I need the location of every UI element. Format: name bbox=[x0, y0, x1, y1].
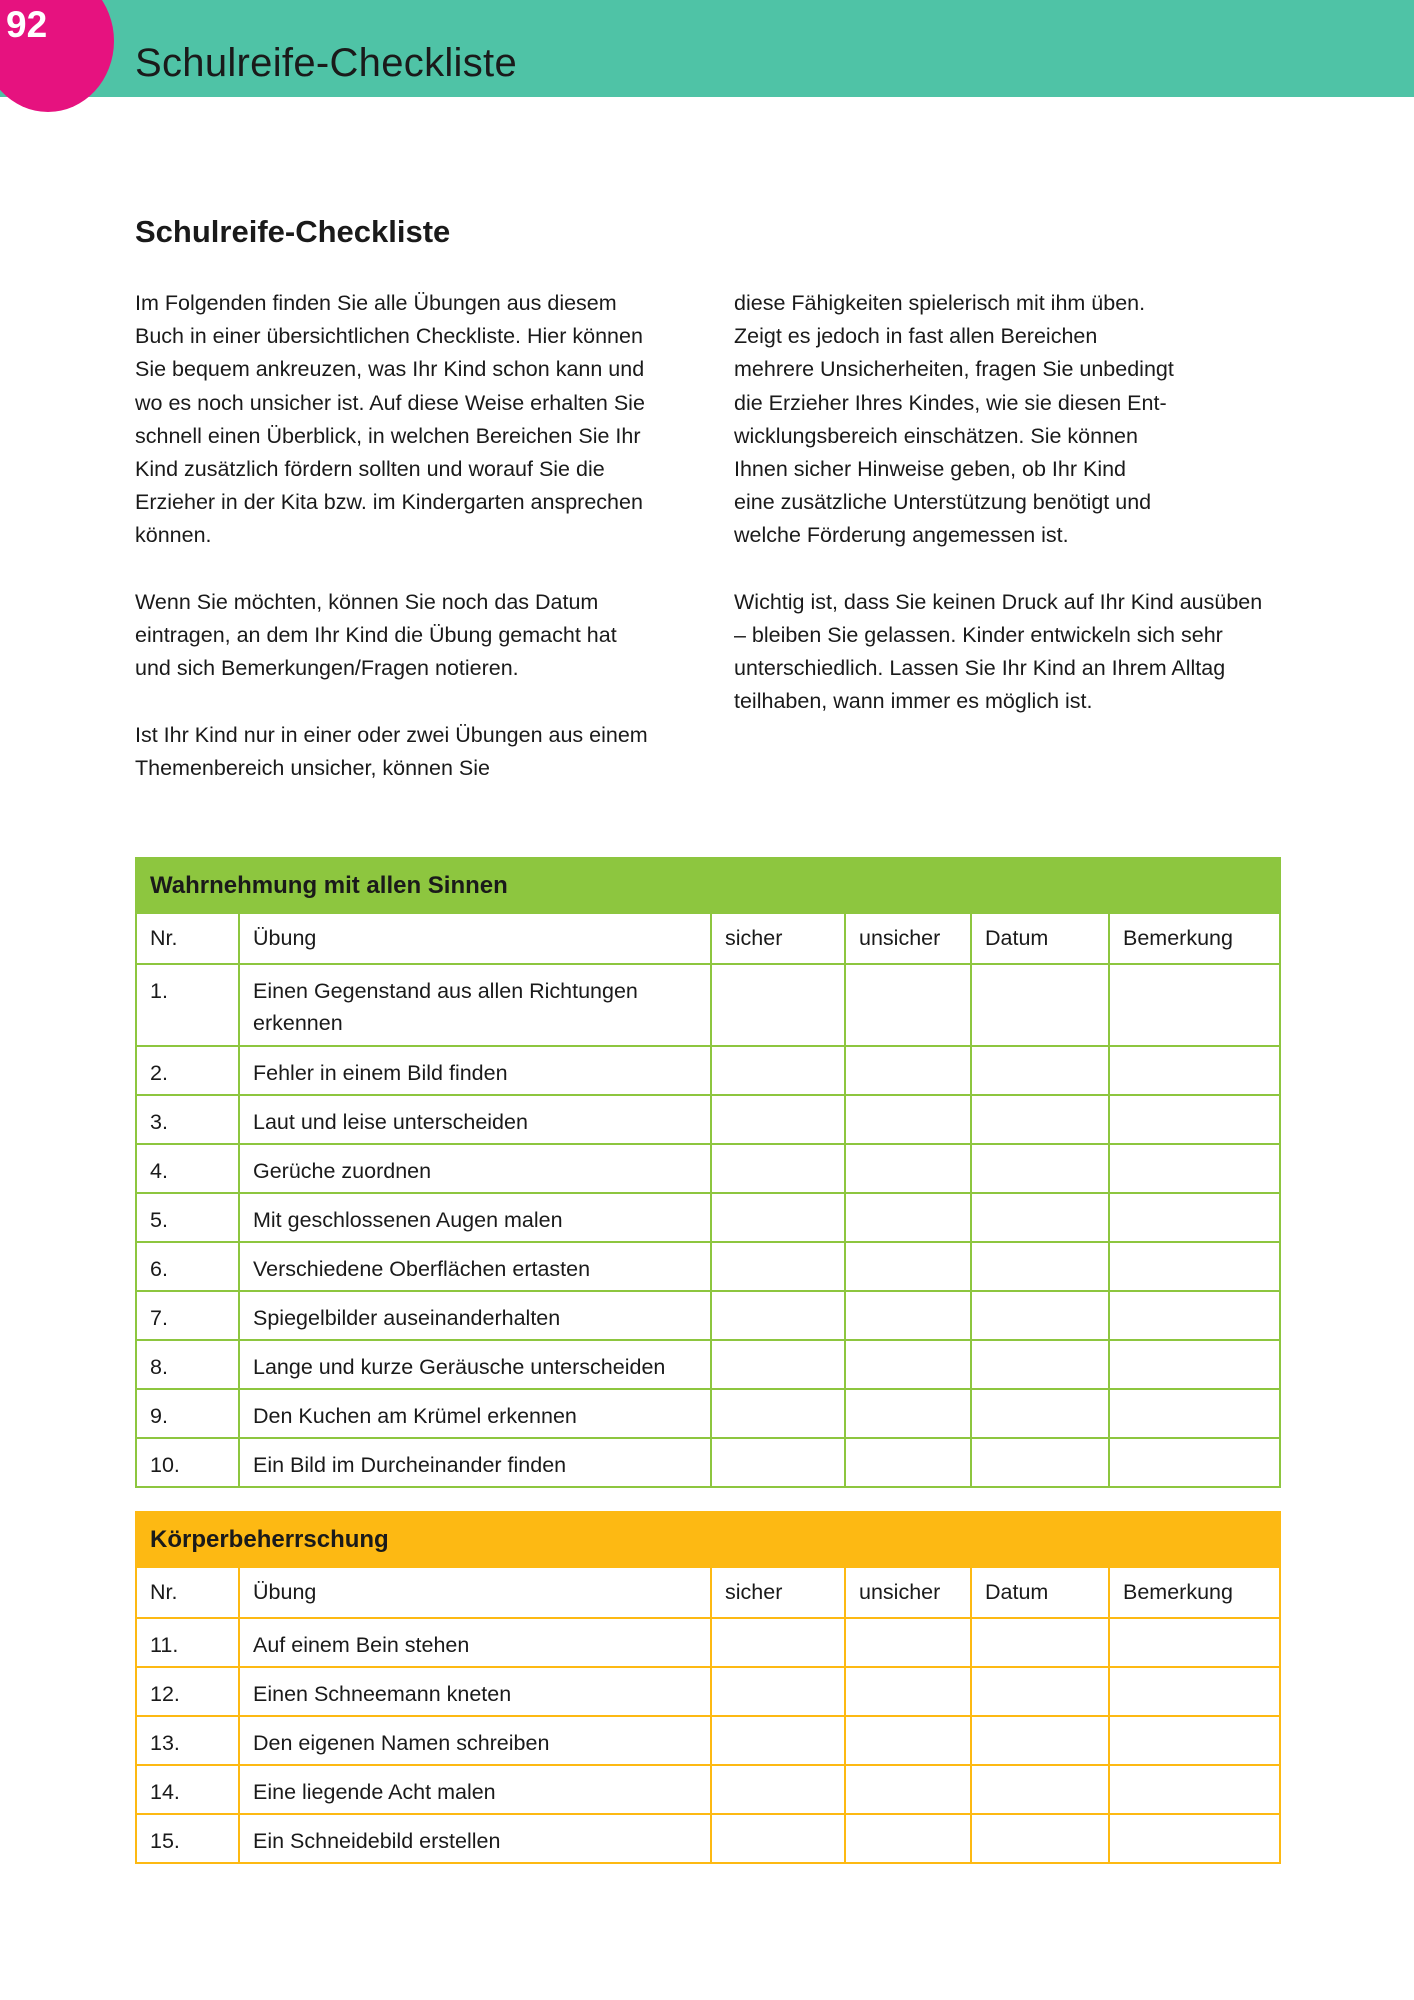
header-title: Schulreife-Checkliste bbox=[135, 41, 518, 85]
text-line: schnell einen Überblick, in welchen Bereichen Sie Ihr bbox=[135, 423, 641, 448]
remark-cell[interactable] bbox=[1109, 1814, 1280, 1863]
row-number: 2. bbox=[136, 1046, 239, 1095]
table-row bbox=[136, 1095, 1280, 1144]
column-header-nr: Nr. bbox=[136, 1567, 239, 1618]
row-number: 12. bbox=[136, 1667, 239, 1716]
remark-cell[interactable] bbox=[1109, 1144, 1280, 1193]
text-line: Buch in einer übersichtlichen Checkliste. Hier können bbox=[135, 324, 643, 349]
text-line: Ist Ihr Kind nur in einer oder zwei Übungen aus einem bbox=[135, 722, 648, 747]
sure-checkbox-cell[interactable] bbox=[711, 1242, 845, 1291]
exercise-name: Mit geschlossenen Augen malen bbox=[239, 1193, 711, 1242]
remark-cell[interactable] bbox=[1109, 1046, 1280, 1095]
table-row bbox=[136, 1193, 1280, 1242]
text-line: Ihnen sicher Hinweise geben, ob Ihr Kind bbox=[734, 457, 1127, 482]
date-cell[interactable] bbox=[971, 1814, 1109, 1863]
unsure-checkbox-cell[interactable] bbox=[845, 1095, 971, 1144]
table-row bbox=[136, 1438, 1280, 1487]
exercise-name: Gerüche zuordnen bbox=[239, 1144, 711, 1193]
exercise-name: Ein Bild im Durcheinander finden bbox=[239, 1438, 711, 1487]
remark-cell[interactable] bbox=[1109, 1193, 1280, 1242]
page-number: 92 bbox=[6, 4, 48, 45]
unsure-checkbox-cell[interactable] bbox=[845, 1716, 971, 1765]
column-header-row bbox=[136, 913, 1280, 964]
table-row bbox=[136, 1340, 1280, 1389]
text-line: wicklungsbereich einschätzen. Sie können bbox=[734, 423, 1138, 448]
text-line: können. bbox=[135, 523, 212, 548]
exercise-name: Fehler in einem Bild finden bbox=[239, 1046, 711, 1095]
text-line: diese Fähigkeiten spielerisch mit ihm üben. bbox=[734, 291, 1146, 315]
sure-checkbox-cell[interactable] bbox=[711, 1291, 845, 1340]
date-cell[interactable] bbox=[971, 1046, 1109, 1095]
remark-cell[interactable] bbox=[1109, 1667, 1280, 1716]
date-cell[interactable] bbox=[971, 964, 1109, 1046]
checklist-table-body-control bbox=[135, 1511, 1281, 1864]
sure-checkbox-cell[interactable] bbox=[711, 1438, 845, 1487]
remark-cell[interactable] bbox=[1109, 1389, 1280, 1438]
unsure-checkbox-cell[interactable] bbox=[845, 1291, 971, 1340]
section-heading: Schulreife-Checkliste bbox=[135, 214, 451, 249]
unsure-checkbox-cell[interactable] bbox=[845, 1193, 971, 1242]
column-header-exercise: Übung bbox=[239, 1567, 711, 1618]
sure-checkbox-cell[interactable] bbox=[711, 1814, 845, 1863]
sure-checkbox-cell[interactable] bbox=[711, 1716, 845, 1765]
sure-checkbox-cell[interactable] bbox=[711, 964, 845, 1046]
section-band bbox=[136, 858, 1280, 913]
date-cell[interactable] bbox=[971, 1095, 1109, 1144]
sure-checkbox-cell[interactable] bbox=[711, 1095, 845, 1144]
row-number: 13. bbox=[136, 1716, 239, 1765]
date-cell[interactable] bbox=[971, 1340, 1109, 1389]
text-line: Zeigt es jedoch in fast allen Bereichen bbox=[734, 324, 1098, 349]
unsure-checkbox-cell[interactable] bbox=[845, 1618, 971, 1667]
intro-paragraph bbox=[135, 719, 695, 785]
row-number: 7. bbox=[136, 1291, 239, 1340]
row-number: 11. bbox=[136, 1618, 239, 1667]
date-cell[interactable] bbox=[971, 1144, 1109, 1193]
column-header-row bbox=[136, 1567, 1280, 1618]
table-row bbox=[136, 964, 1280, 1046]
text-line: unterschiedlich. Lassen Sie Ihr Kind an Ihrem Alltag bbox=[734, 656, 1226, 681]
text-line: Wichtig ist, dass Sie keinen Druck auf Ihr Kind ausüben bbox=[734, 589, 1263, 614]
unsure-checkbox-cell[interactable] bbox=[845, 1389, 971, 1438]
unsure-checkbox-cell[interactable] bbox=[845, 1144, 971, 1193]
date-cell[interactable] bbox=[971, 1438, 1109, 1487]
column-header-unsure: unsicher bbox=[845, 913, 971, 964]
date-cell[interactable] bbox=[971, 1667, 1109, 1716]
column-header-date: Datum bbox=[971, 913, 1109, 964]
remark-cell[interactable] bbox=[1109, 1095, 1280, 1144]
date-cell[interactable] bbox=[971, 1291, 1109, 1340]
date-cell[interactable] bbox=[971, 1242, 1109, 1291]
text-line: Kind zusätzlich fördern sollten und worauf Sie die bbox=[135, 457, 605, 482]
unsure-checkbox-cell[interactable] bbox=[845, 1046, 971, 1095]
table-row bbox=[136, 1618, 1280, 1667]
row-number: 10. bbox=[136, 1438, 239, 1487]
date-cell[interactable] bbox=[971, 1193, 1109, 1242]
text-line: wo es noch unsicher ist. Auf diese Weise erhalten Sie bbox=[135, 390, 645, 415]
sure-checkbox-cell[interactable] bbox=[711, 1340, 845, 1389]
table-row bbox=[136, 1765, 1280, 1814]
text-line: Sie bequem ankreuzen, was Ihr Kind schon kann und bbox=[135, 357, 645, 382]
exercise-name: Laut und leise unterscheiden bbox=[239, 1095, 711, 1144]
text-line: erkennen bbox=[253, 1011, 343, 1035]
table-row bbox=[136, 1389, 1280, 1438]
column-header-unsure: unsicher bbox=[845, 1567, 971, 1618]
exercise-name: Ein Schneidebild erstellen bbox=[239, 1814, 711, 1863]
unsure-checkbox-cell[interactable] bbox=[845, 1667, 971, 1716]
column-header-nr: Nr. bbox=[136, 913, 239, 964]
text-line: – bleiben Sie gelassen. Kinder entwickeln sich sehr bbox=[734, 623, 1223, 648]
date-cell[interactable] bbox=[971, 1765, 1109, 1814]
exercise-name bbox=[239, 964, 711, 1046]
sure-checkbox-cell[interactable] bbox=[711, 1144, 845, 1193]
checklist-table-perception bbox=[135, 857, 1281, 1488]
text-line: mehrere Unsicherheiten, fragen Sie unbedingt bbox=[734, 357, 1174, 382]
unsure-checkbox-cell[interactable] bbox=[845, 964, 971, 1046]
date-cell[interactable] bbox=[971, 1389, 1109, 1438]
remark-cell[interactable] bbox=[1109, 1765, 1280, 1814]
text-line: die Erzieher Ihres Kindes, wie sie diesen Ent- bbox=[734, 390, 1167, 415]
intro-paragraph bbox=[135, 287, 695, 553]
remark-cell[interactable] bbox=[1109, 1716, 1280, 1765]
exercise-name: Den Kuchen am Krümel erkennen bbox=[239, 1389, 711, 1438]
row-number: 5. bbox=[136, 1193, 239, 1242]
intro-paragraph bbox=[734, 586, 1294, 719]
date-cell[interactable] bbox=[971, 1618, 1109, 1667]
exercise-name: Auf einem Bein stehen bbox=[239, 1618, 711, 1667]
text-line: Wenn Sie möchten, können Sie noch das Datum bbox=[135, 589, 599, 614]
unsure-checkbox-cell[interactable] bbox=[845, 1438, 971, 1487]
text-line: Einen Gegenstand aus allen Richtungen bbox=[253, 979, 638, 1003]
column-header-remark: Bemerkung bbox=[1109, 913, 1280, 964]
intro-text-right bbox=[734, 287, 1294, 719]
row-number: 14. bbox=[136, 1765, 239, 1814]
text-line: und sich Bemerkungen/Fragen notieren. bbox=[135, 656, 519, 681]
row-number: 15. bbox=[136, 1814, 239, 1863]
remark-cell[interactable] bbox=[1109, 1291, 1280, 1340]
exercise-name: Spiegelbilder auseinanderhalten bbox=[239, 1291, 711, 1340]
section-title: Wahrnehmung mit allen Sinnen bbox=[136, 858, 1280, 913]
unsure-checkbox-cell[interactable] bbox=[845, 1765, 971, 1814]
remark-cell[interactable] bbox=[1109, 1340, 1280, 1389]
table-row bbox=[136, 1814, 1280, 1863]
exercise-name: Einen Schneemann kneten bbox=[239, 1667, 711, 1716]
intro-paragraph bbox=[135, 586, 695, 686]
remark-cell[interactable] bbox=[1109, 1438, 1280, 1487]
text-line: eine zusätzliche Unterstützung benötigt und bbox=[734, 490, 1152, 515]
column-header-date: Datum bbox=[971, 1567, 1109, 1618]
table-row bbox=[136, 1242, 1280, 1291]
row-number: 3. bbox=[136, 1095, 239, 1144]
sure-checkbox-cell[interactable] bbox=[711, 1389, 845, 1438]
table-row bbox=[136, 1716, 1280, 1765]
row-number: 8. bbox=[136, 1340, 239, 1389]
remark-cell[interactable] bbox=[1109, 1242, 1280, 1291]
exercise-name: Eine liegende Acht malen bbox=[239, 1765, 711, 1814]
exercise-name: Lange und kurze Geräusche unterscheiden bbox=[239, 1340, 711, 1389]
text-line: welche Förderung angemessen ist. bbox=[734, 523, 1069, 548]
sure-checkbox-cell[interactable] bbox=[711, 1618, 845, 1667]
sure-checkbox-cell[interactable] bbox=[711, 1193, 845, 1242]
exercise-name: Verschiedene Oberflächen ertasten bbox=[239, 1242, 711, 1291]
text-line: Erzieher in der Kita bzw. im Kindergarten ansprechen bbox=[135, 490, 643, 515]
intro-text-left bbox=[135, 287, 695, 785]
remark-cell[interactable] bbox=[1109, 964, 1280, 1046]
sure-checkbox-cell[interactable] bbox=[711, 1046, 845, 1095]
table-row bbox=[136, 1144, 1280, 1193]
intro-paragraph bbox=[734, 287, 1294, 553]
section-title: Körperbeherrschung bbox=[136, 1512, 1280, 1567]
table-row bbox=[136, 1046, 1280, 1095]
text-line: eintragen, an dem Ihr Kind die Übung gemacht hat bbox=[135, 623, 617, 648]
section-band bbox=[136, 1512, 1280, 1567]
row-number: 6. bbox=[136, 1242, 239, 1291]
unsure-checkbox-cell[interactable] bbox=[845, 1814, 971, 1863]
column-header-sure: sicher bbox=[711, 1567, 845, 1618]
text-line: Themenbereich unsicher, können Sie bbox=[135, 755, 490, 780]
text-line: teilhaben, wann immer es möglich ist. bbox=[734, 689, 1093, 714]
unsure-checkbox-cell[interactable] bbox=[845, 1340, 971, 1389]
exercise-name: Den eigenen Namen schreiben bbox=[239, 1716, 711, 1765]
table-row bbox=[136, 1667, 1280, 1716]
text-line: Im Folgenden finden Sie alle Übungen aus diesem bbox=[135, 291, 617, 315]
remark-cell[interactable] bbox=[1109, 1618, 1280, 1667]
date-cell[interactable] bbox=[971, 1716, 1109, 1765]
sure-checkbox-cell[interactable] bbox=[711, 1765, 845, 1814]
column-header-exercise: Übung bbox=[239, 913, 711, 964]
row-number: 4. bbox=[136, 1144, 239, 1193]
row-number: 9. bbox=[136, 1389, 239, 1438]
table-row bbox=[136, 1291, 1280, 1340]
row-number: 1. bbox=[136, 964, 239, 1046]
sure-checkbox-cell[interactable] bbox=[711, 1667, 845, 1716]
unsure-checkbox-cell[interactable] bbox=[845, 1242, 971, 1291]
column-header-remark: Bemerkung bbox=[1109, 1567, 1280, 1618]
column-header-sure: sicher bbox=[711, 913, 845, 964]
